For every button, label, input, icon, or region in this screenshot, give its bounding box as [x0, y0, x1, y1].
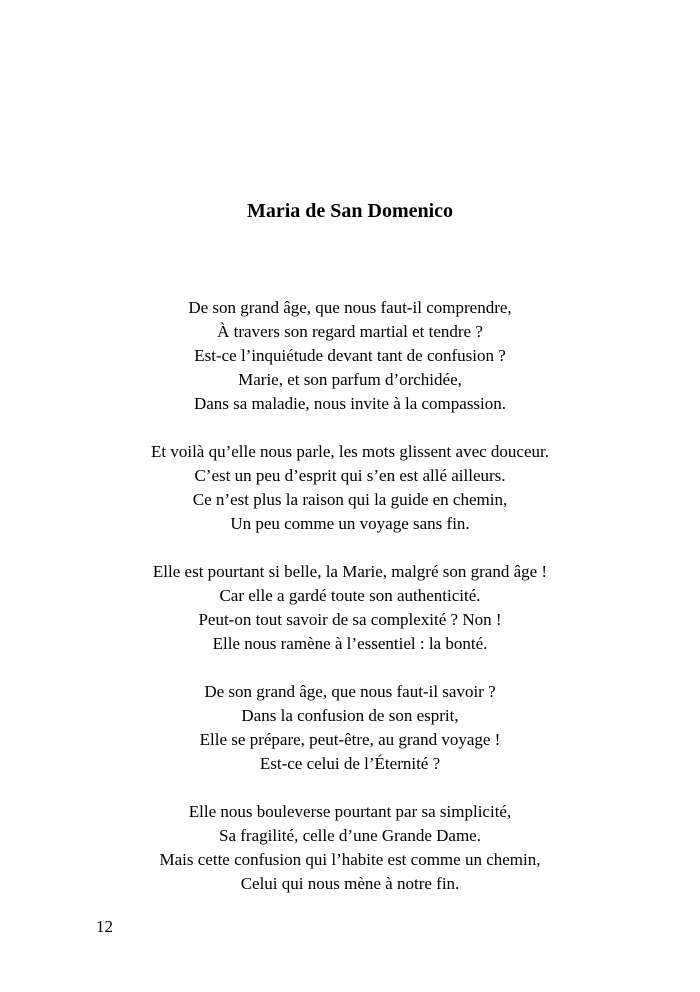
stanza-4 — [0, 680, 700, 776]
verse-line: Dans sa maladie, nous invite à la compassion. — [193, 394, 507, 413]
verse-line: Est-ce celui de l’Éternité ? — [259, 754, 441, 773]
verse-line: Elle se prépare, peut-être, au grand voyage ! — [199, 730, 501, 749]
page-number: 12 — [96, 917, 113, 936]
verse-line: Ce n’est plus la raison qui la guide en chemin, — [192, 490, 508, 509]
verse-line: Peut-on tout savoir de sa complexité ? Non ! — [198, 610, 502, 629]
poem-title: Maria de San Domenico — [246, 200, 454, 222]
verse-line: Et voilà qu’elle nous parle, les mots glissent avec douceur. — [151, 442, 549, 461]
verse-line: Celui qui nous mène à notre fin. — [240, 874, 460, 893]
verse-line: C’est un peu d’esprit qui s’en est allé ailleurs. — [194, 466, 506, 485]
verse-line: Elle nous ramène à l’essentiel : la bonté. — [212, 634, 488, 653]
verse-line: Un peu comme un voyage sans fin. — [230, 514, 470, 533]
verse-line: Marie, et son parfum d’orchidée, — [238, 370, 462, 389]
verse-line: De son grand âge, que nous faut-il savoir ? — [204, 682, 496, 701]
poem-body — [0, 296, 700, 920]
stanza-3 — [0, 560, 700, 656]
stanza-2 — [0, 440, 700, 536]
stanza-1 — [0, 296, 700, 416]
verse-line: À travers son regard martial et tendre ? — [217, 322, 483, 341]
verse-line: Car elle a gardé toute son authenticité. — [219, 586, 481, 605]
verse-line: Est-ce l’inquiétude devant tant de confusion ? — [194, 346, 506, 365]
verse-line: Elle nous bouleverse pourtant par sa simplicité, — [188, 802, 512, 821]
verse-line: Sa fragilité, celle d’une Grande Dame. — [219, 826, 481, 845]
verse-line: Dans la confusion de son esprit, — [241, 706, 459, 725]
verse-line: Elle est pourtant si belle, la Marie, malgré son grand âge ! — [152, 562, 548, 581]
verse-line: Mais cette confusion qui l’habite est comme un chemin, — [159, 850, 541, 869]
stanza-5 — [0, 800, 700, 896]
verse-line: De son grand âge, que nous faut-il comprendre, — [188, 298, 512, 317]
